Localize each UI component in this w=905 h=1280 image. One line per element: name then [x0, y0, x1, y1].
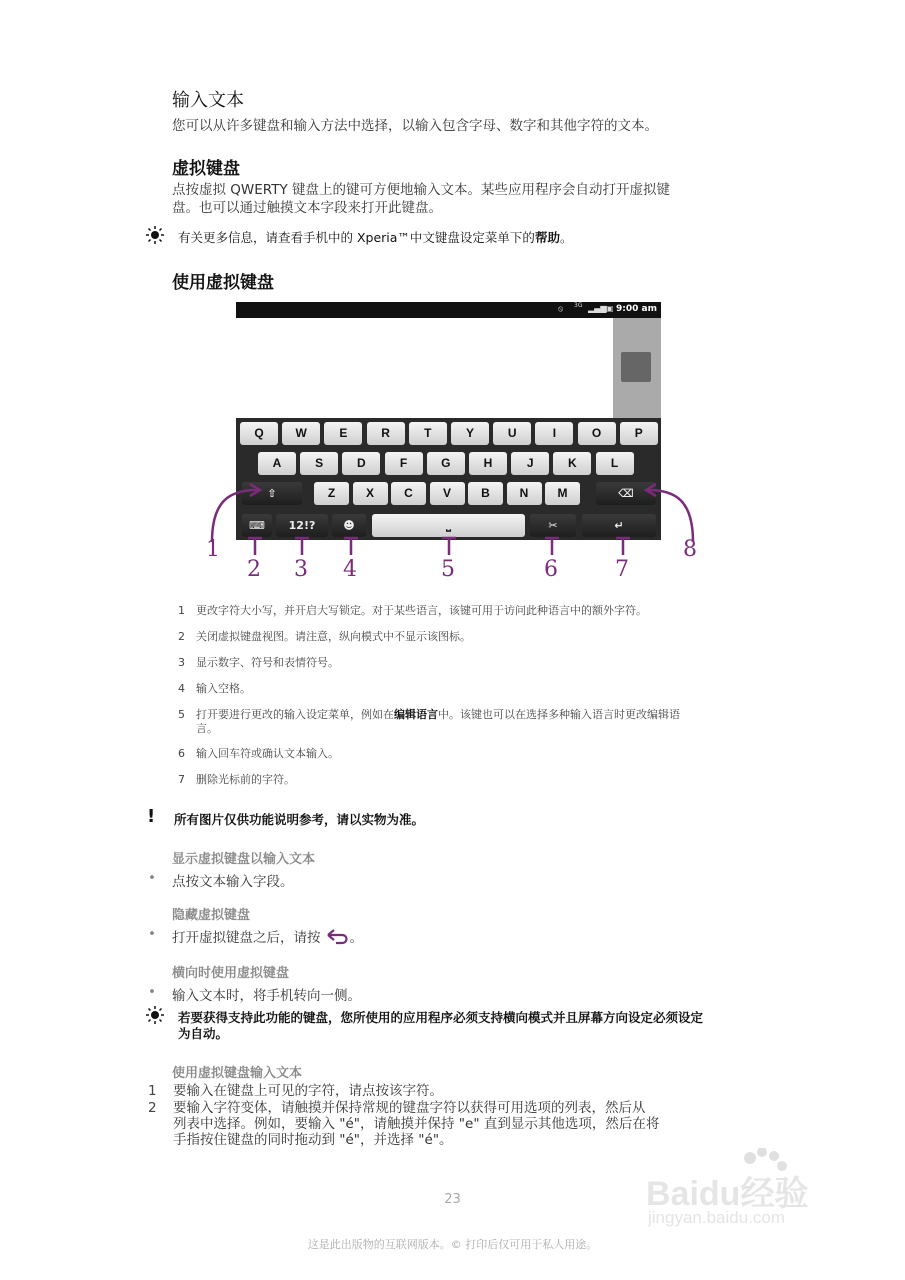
callout-number-8: 8	[683, 537, 697, 562]
key-w[interactable]: W	[282, 422, 320, 445]
key-s[interactable]: S	[300, 452, 338, 475]
callout-number-7: 7	[615, 557, 629, 582]
hide-keyboard-title: 隐藏虚拟键盘	[172, 908, 251, 923]
warning-exclamation-icon: !	[147, 806, 156, 827]
key-m[interactable]: M	[545, 482, 580, 505]
step-number: 2	[148, 1100, 157, 1116]
legend-text-line2: 言。	[196, 722, 218, 735]
legend-number: 2	[178, 630, 185, 643]
legend-text: 输入空格。	[196, 682, 251, 695]
text-input-area[interactable]	[236, 318, 613, 418]
legend-number: 4	[178, 682, 185, 695]
key-d[interactable]: D	[342, 452, 380, 475]
callout-number-5: 5	[441, 557, 455, 582]
list-item	[148, 870, 748, 888]
key-a[interactable]: A	[258, 452, 296, 475]
watermark-url: jingyan.baidu.com	[648, 1208, 786, 1227]
step-number: 1	[148, 1083, 157, 1099]
tip-text-post: 。	[559, 230, 573, 245]
legend-number: 6	[178, 747, 185, 760]
backspace-icon: ⌫	[618, 487, 634, 500]
legend-text-pre: 打开要进行更改的输入设定菜单，例如在	[196, 708, 394, 721]
section-intro-text: 您可以从许多键盘和输入方法中选择，以输入包含字母、数字和其他字符的文本。	[172, 118, 658, 134]
network-3g-icon: 3G	[574, 302, 583, 309]
callout-number-2: 2	[247, 557, 261, 582]
signal-icon: ▂▄▆	[588, 304, 607, 313]
enter-icon: ↵	[614, 519, 624, 532]
virtual-keyboard-text-line2: 盘。也可以通过触摸文本字段来打开此键盘。	[172, 200, 442, 216]
list-item	[148, 926, 748, 946]
back-icon	[324, 929, 350, 945]
tip-landscape-line2: 为自动。	[178, 1026, 229, 1041]
key-k[interactable]: K	[553, 452, 591, 475]
list-item-text	[172, 926, 732, 946]
key-f[interactable]: F	[385, 452, 423, 475]
callout-number-6: 6	[544, 557, 558, 582]
status-bar	[236, 302, 661, 318]
keyboard-icon: ⌨	[249, 519, 265, 532]
hide-item-text: 打开虚拟键盘之后，请按	[172, 930, 321, 946]
bullet-icon: •	[148, 926, 156, 942]
legend-item	[178, 708, 738, 736]
bullet-icon: •	[148, 870, 156, 886]
step-text-line1: 要输入字符变体，请触摸并保持常规的键盘字符以获得可用选项的列表，然后从	[173, 1100, 646, 1116]
callout-line-1	[212, 490, 258, 542]
note-text: 所有图片仅供功能说明参考，请以实物为准。	[174, 812, 425, 827]
page-number: 23	[444, 1192, 461, 1207]
battery-icon: ▣	[606, 304, 614, 313]
list-item-text: 点按文本输入字段。	[172, 874, 294, 890]
key-p[interactable]: P	[620, 422, 658, 445]
numbers-symbols-key[interactable]: 12!?	[276, 514, 328, 537]
bullet-icon: •	[148, 984, 156, 1000]
legend-text-bold: 编辑语言	[394, 708, 438, 721]
key-e[interactable]: E	[324, 422, 362, 445]
step-text-line3: 手指按住键盘的同时拖动到 "é"，并选择 "é"。	[173, 1132, 453, 1148]
step-text-line2: 列表中选择。例如，要输入 "é"，请触摸并保持 "e" 直到显示其他选项，然后在将	[173, 1116, 660, 1132]
show-keyboard-title: 显示虚拟键盘以输入文本	[172, 852, 316, 867]
legend-number: 1	[178, 604, 185, 617]
step-item	[148, 1083, 748, 1099]
legend-text: 删除光标前的字符。	[196, 773, 295, 786]
legend-text: 输入回车符或确认文本输入。	[196, 747, 339, 760]
step-text	[173, 1100, 733, 1148]
legend-number: 7	[178, 773, 185, 786]
legend-text: 显示数字、符号和表情符号。	[196, 656, 339, 669]
callout-lines	[200, 480, 710, 590]
callout-number-1: 1	[206, 537, 220, 562]
key-x[interactable]: X	[353, 482, 388, 505]
key-j[interactable]: J	[511, 452, 549, 475]
legend-text: 关闭虚拟键盘视图。请注意，纵向模式中不显示该图标。	[196, 630, 471, 643]
key-l[interactable]: L	[596, 452, 634, 475]
key-v[interactable]: V	[430, 482, 465, 505]
tip-lightbulb-icon	[145, 1005, 165, 1025]
section-title-virtual-keyboard: 虚拟键盘	[172, 159, 240, 179]
legend-text	[196, 708, 736, 736]
key-h[interactable]: H	[469, 452, 507, 475]
callout-number-3: 3	[294, 557, 308, 582]
tip-lightbulb-icon	[145, 225, 165, 245]
key-n[interactable]: N	[507, 482, 542, 505]
list-item	[148, 984, 748, 1002]
key-z[interactable]: Z	[314, 482, 349, 505]
legend-item	[178, 630, 738, 644]
page-footer: 这是此出版物的互联网版本。© 打印后仅可用于私人用途。	[307, 1238, 598, 1251]
key-g[interactable]: G	[427, 452, 465, 475]
tip-text-bold: 帮助	[534, 230, 560, 245]
legend-item	[178, 682, 738, 696]
key-o[interactable]: O	[578, 422, 616, 445]
using-keyboard-title: 使用虚拟键盘输入文本	[172, 1066, 303, 1081]
tip-landscape-line1: 若要获得支持此功能的键盘，您所使用的应用程序必须支持横向模式并且屏幕方向设定必须设定	[178, 1010, 704, 1025]
watermark-brand: Baidu经验	[646, 1175, 809, 1213]
key-i[interactable]: I	[535, 422, 573, 445]
hide-item-end: 。	[349, 930, 363, 946]
virtual-keyboard-text-line1: 点按虚拟 QWERTY 键盘上的键可方便地输入文本。某些应用程序会自动打开虚拟键	[172, 182, 670, 198]
baidu-watermark	[640, 1148, 860, 1228]
legend-item	[178, 604, 738, 618]
legend-text: 更改字符大小写，并开启大写锁定。对于某些语言，该键可用于访问此种语言中的额外字符。	[196, 604, 647, 617]
legend-item	[178, 747, 738, 761]
shift-icon: ⇧	[267, 487, 277, 500]
legend-number: 3	[178, 656, 185, 669]
list-item-text: 输入文本时，将手机转向一侧。	[172, 988, 361, 1004]
legend-item	[178, 656, 738, 670]
smiley-icon: ☻	[343, 519, 355, 532]
legend-item	[178, 773, 738, 787]
key-b[interactable]: B	[468, 482, 503, 505]
legend-text-post: 中。该键也可以在选择多种输入语言时更改编辑语	[438, 708, 680, 721]
step-item	[148, 1100, 748, 1150]
tip-text-pre: 有关更多信息，请查看手机中的 Xperia™中文键盘设定菜单下的	[178, 230, 535, 245]
key-r[interactable]: R	[367, 422, 405, 445]
key-q[interactable]: Q	[240, 422, 278, 445]
status-time: 9:00 am	[616, 304, 657, 314]
landscape-title: 横向时使用虚拟键盘	[172, 966, 290, 981]
key-y[interactable]: Y	[451, 422, 489, 445]
tip-help-text	[178, 228, 572, 246]
callout-line-8	[648, 490, 693, 542]
key-c[interactable]: C	[391, 482, 426, 505]
tools-icon: ✂	[548, 519, 558, 532]
alarm-icon: ⦸	[558, 304, 564, 313]
scrollbar-thumb[interactable]	[621, 352, 651, 382]
space-icon: ⎵	[446, 518, 451, 532]
callout-number-4: 4	[343, 557, 357, 582]
section-title-using-virtual-keyboard: 使用虚拟键盘	[172, 273, 274, 293]
key-t[interactable]: T	[409, 422, 447, 445]
step-text: 要输入在键盘上可见的字符，请点按该字符。	[173, 1083, 443, 1099]
section-title-input-text: 输入文本	[172, 90, 244, 111]
legend-number: 5	[178, 708, 185, 721]
key-u[interactable]: U	[493, 422, 531, 445]
